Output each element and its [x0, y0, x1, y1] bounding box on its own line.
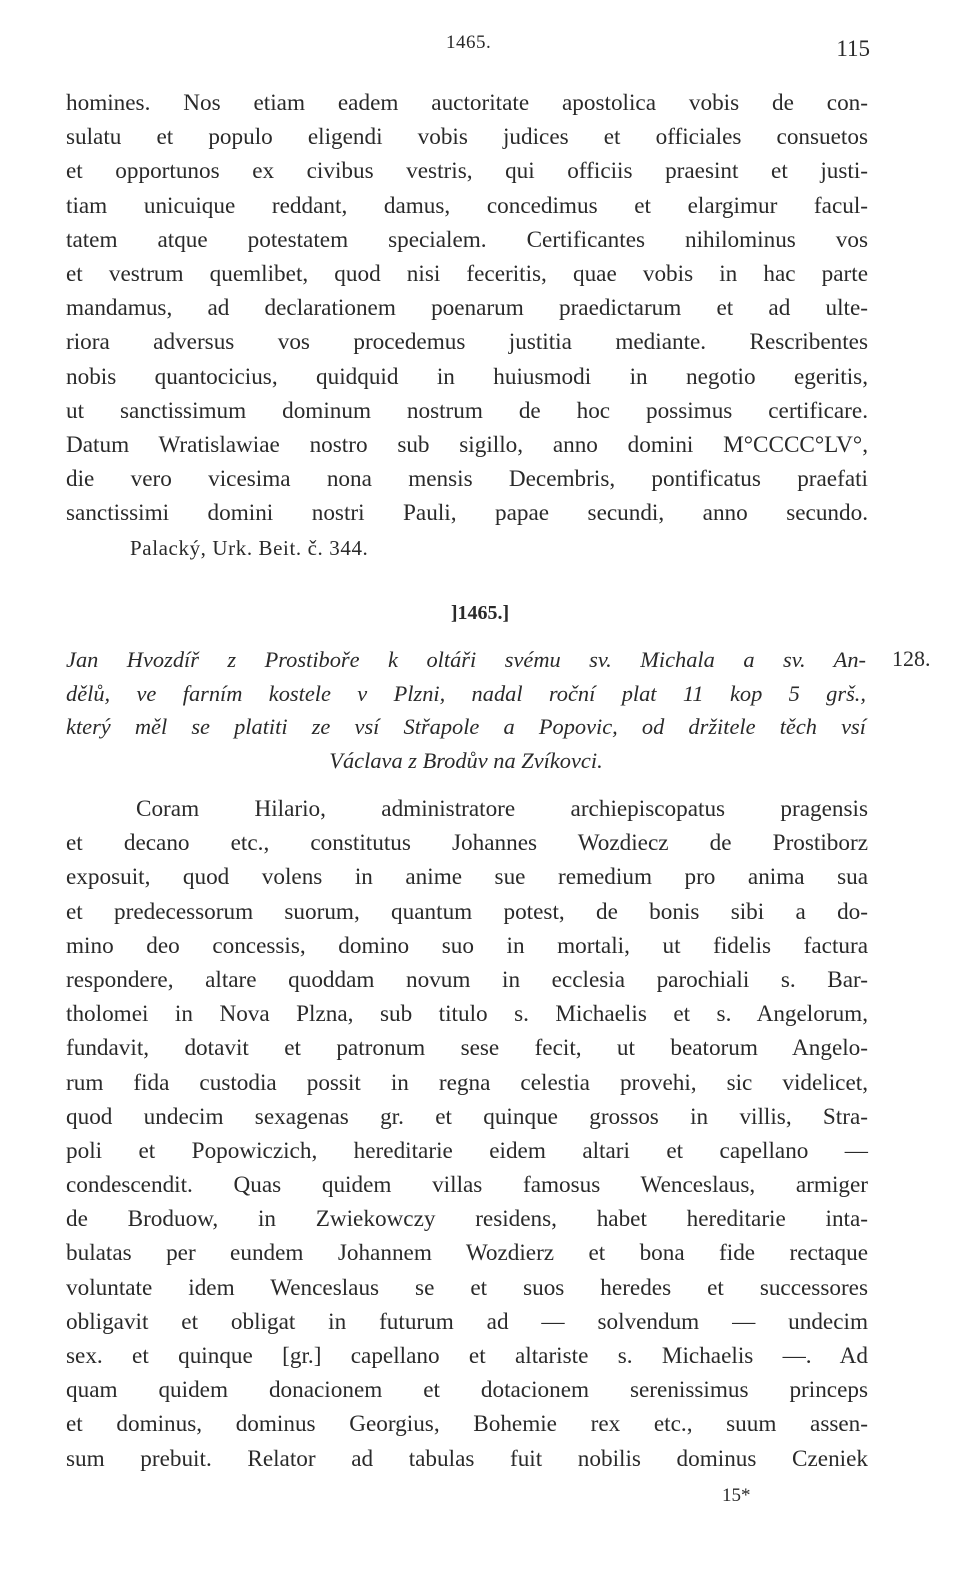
text-line: de Broduow, in Zwiekowczy residens, habet hereditarie inta- — [66, 1206, 868, 1233]
text-line: Coram Hilario, administratore archiepiscopatus pragensis — [136, 796, 868, 822]
text-line: quam quidem donacionem et dotacionem serenissimus princeps — [66, 1377, 868, 1404]
regest-line: Jan Hvozdíř z Prostiboře k oltáři svému sv. Michala a sv. An- — [66, 647, 866, 672]
text-line: quod undecim sexagenas gr. et quinque grossos in villis, Strа- — [66, 1103, 868, 1130]
regest-line: Václava z Brodův na Zvíkovci. — [329, 747, 603, 773]
text-line: sulatu et populo eligendi vobis judices et officiales consuetos — [66, 124, 868, 151]
text-line: bulatas per eundem Johannem Wozdierz et bona fide rectaque — [66, 1240, 868, 1267]
text-line: homines. Nos etiam eadem auctoritate apostolica vobis de con- — [66, 90, 868, 116]
document-body — [66, 792, 868, 1476]
text-line: et predecessorum suorum, quantum potest, de bonis sibi a do- — [66, 898, 868, 925]
text-line: riora adversus vos procedemus justitia mediante. Rescribentes — [66, 329, 868, 356]
regest-line: který měl se platiti ze vsí Střapole a Popovic, od držitele těch vsí — [66, 714, 866, 739]
text-line: tiam unicuique reddant, damus, concedimus et elargimur facul- — [66, 192, 868, 219]
text-line: poli et Popowiczich, hereditarie eidem altari et capellano — — [66, 1137, 868, 1164]
text-line: die vero vicesima nona mensis Decembris, pontificatus praefati — [66, 466, 868, 493]
signature-mark: 15* — [722, 1485, 751, 1506]
continued-paragraph — [66, 86, 868, 530]
text-line: ut sanctissimum dominum nostrum de hoc possimus certificare. — [66, 397, 868, 424]
text-line: respondere, altare quoddam novum in ecclesia parochiali s. Bar- — [66, 966, 868, 993]
text-line: nobis quantocicius, quidquid in huiusmodi in negotio egeritis, — [66, 363, 868, 390]
text-line: sanctissimi domini nostri Pauli, papae secundi, anno secundo. — [66, 500, 868, 527]
text-line: tatem atque potestatem specialem. Certificantes nihilominus vos — [66, 226, 868, 253]
text-line: et dominus, dominus Georgius, Bohemie rex etc., suum assen- — [66, 1411, 868, 1438]
text-line: mino deo concessis, domino suo in mortali, ut fidelis factura — [66, 932, 868, 959]
source-citation: Palacký, Urk. Beit. č. 344. — [130, 536, 369, 560]
text-line: et vestrum quemlibet, quod nisi feceritis, quae vobis in hac parte — [66, 260, 868, 287]
document-date-heading: ]1465.] — [450, 602, 510, 624]
text-line: rum fida custodia possit in regna celestia provehi, sic videlicet, — [66, 1069, 868, 1096]
text-line: obligavit et obligat in futurum ad — solvendum — undecim — [66, 1308, 868, 1335]
text-line: et decano etc., constitutus Johannes Wozdiecz de Prostiborz — [66, 830, 868, 857]
text-line: Datum Wratislawiae nostro sub sigillo, anno domini M°CCCC°LV°, — [66, 431, 868, 458]
text-line: sum prebuit. Relator ad tabulas fuit nobilis dominus Czeniek — [66, 1445, 868, 1472]
running-head-year: 1465. — [446, 32, 492, 53]
text-line: sex. et quinque [gr.] capellano et altariste s. Michaelis —. Ad — [66, 1343, 868, 1369]
page-number: 115 — [836, 36, 870, 61]
text-line: voluntate idem Wenceslaus se et suos heredes et successores — [66, 1274, 868, 1301]
regest-summary — [66, 643, 866, 777]
text-line: exposuit, quod volens in anime sue remedium pro anima sua — [66, 864, 868, 891]
text-line: fundavit, dotavit et patronum sese fecit, ut beatorum Angelo- — [66, 1035, 868, 1062]
text-line: et opportunos ex civibus vestris, qui officiis praesint et justi- — [66, 158, 868, 185]
text-line: condescendit. Quas quidem villas famosus Wenceslaus, armiger — [66, 1172, 868, 1199]
text-line: mandamus, ad declarationem poenarum praedictarum et ad ulte- — [66, 295, 868, 322]
text-line: tholomei in Nova Plzna, sub titulo s. Michaelis et s. Angelorum, — [66, 1001, 868, 1028]
regest-line: dělů, ve farním kostele v Plzni, nadal roční plat 11 kop 5 grš., — [66, 680, 866, 706]
document-number: 128. — [892, 646, 931, 671]
